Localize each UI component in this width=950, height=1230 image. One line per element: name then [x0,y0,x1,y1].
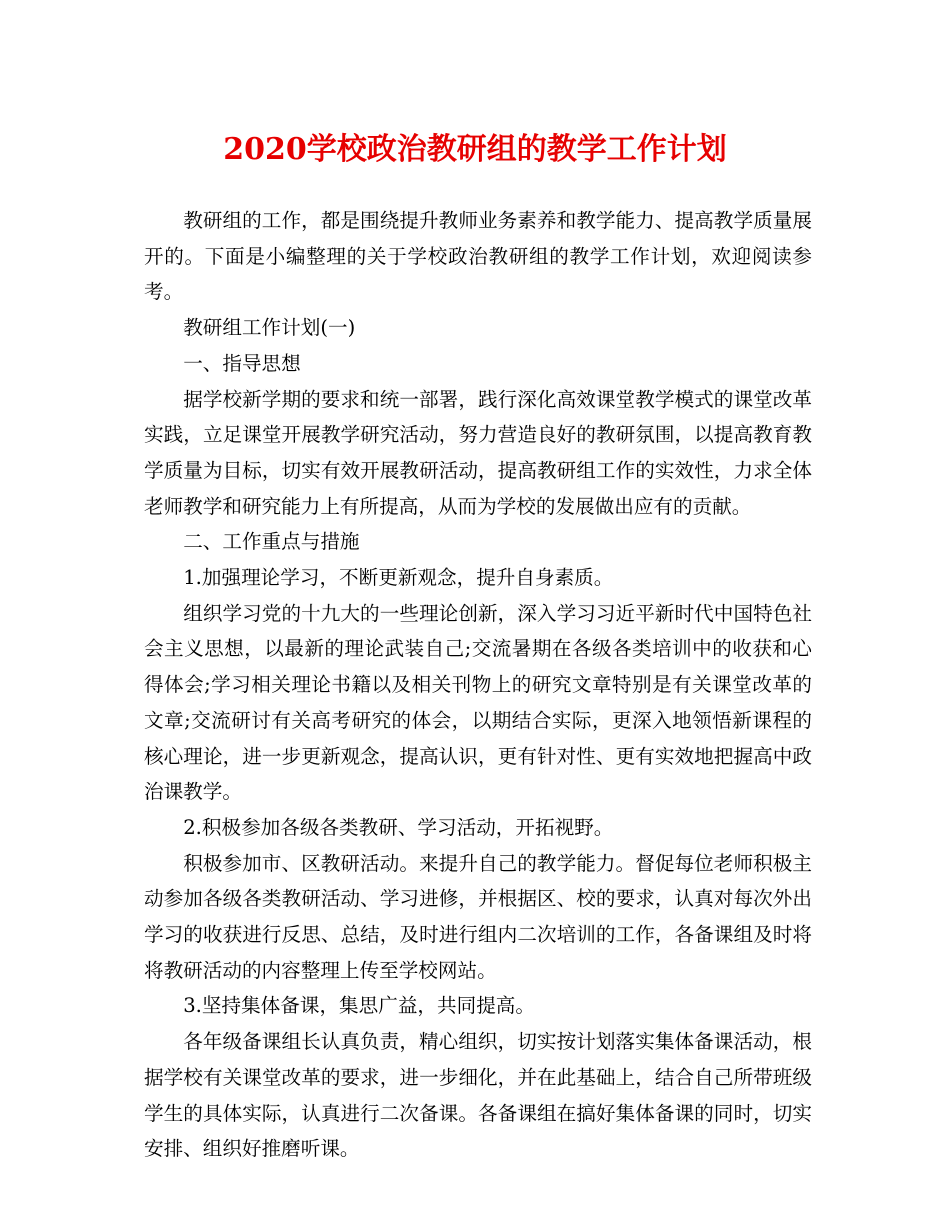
document-title: 2020学校政治教研组的教学工作计划 [223,132,727,167]
section-heading-key-measures: 二、工作重点与措施 [183,530,360,554]
section-heading-guiding-thought: 一、指导思想 [183,351,301,375]
item-heading-theory-study: 1.加强理论学习，不断更新观念，提升自身素质。 [183,566,614,590]
paragraph-intro: 教研组的工作，都是围绕提升教师业务素养和教学能力、提高教学质量展开的。下面是小编整理的关于学校政治教研组的教学工作计划，欢迎阅读参考。 [144,209,812,304]
item-heading-research-activities: 2.积极参加各级各类教研、学习活动，开拓视野。 [183,815,614,839]
document-body [144,203,812,1167]
paragraph-guiding-thought: 据学校新学期的要求和统一部署，践行深化高效课堂教学模式的课堂改革实践，立足课堂开展教学研究活动，努力营造良好的教研氛围，以提高教育教学质量为目标，切实有效开展教研活动，提高教研组工作的实效性，力求全体老师教学和研究能力上有所提高，从而为学校的发展做出应有的贡献。 [144,387,812,518]
paragraph-theory-study: 组织学习党的十九大的一些理论创新，深入学习习近平新时代中国特色社会主义思想，以最新的理论武装自己;交流暑期在各级各类培训中的收获和心得体会;学习相关理论书籍以及相关刊物上的研究文章特别是有关课堂改革的文章;交流研讨有关高考研究的体会，以期结合实际，更深入地领悟新课程的核心理论，进一步更新观念，提高认识，更有针对性、更有实效地把握高中政治课教学。 [144,601,812,804]
paragraph-research-activities: 积极参加市、区教研活动。来提升自己的教学能力。督促每位老师积极主动参加各级各类教研活动、学习进修，并根据区、校的要求，认真对每次外出学习的收获进行反思、总结，及时进行组内二次培训的工作，各备课组及时将将教研活动的内容整理上传至学校网站。 [144,851,812,982]
section-heading-plan-one: 教研组工作计划(一) [183,316,356,340]
paragraph-collective-prep: 各年级备课组长认真负责，精心组织，切实按计划落实集体备课活动，根据学校有关课堂改革的要求，进一步细化，并在此基础上，结合自己所带班级学生的具体实际，认真进行二次备课。各备课组在搞好集体备课的同时，切实安排、组织好推磨听课。 [144,1030,812,1161]
item-heading-collective-prep: 3.坚持集体备课，集思广益，共同提高。 [183,994,535,1018]
